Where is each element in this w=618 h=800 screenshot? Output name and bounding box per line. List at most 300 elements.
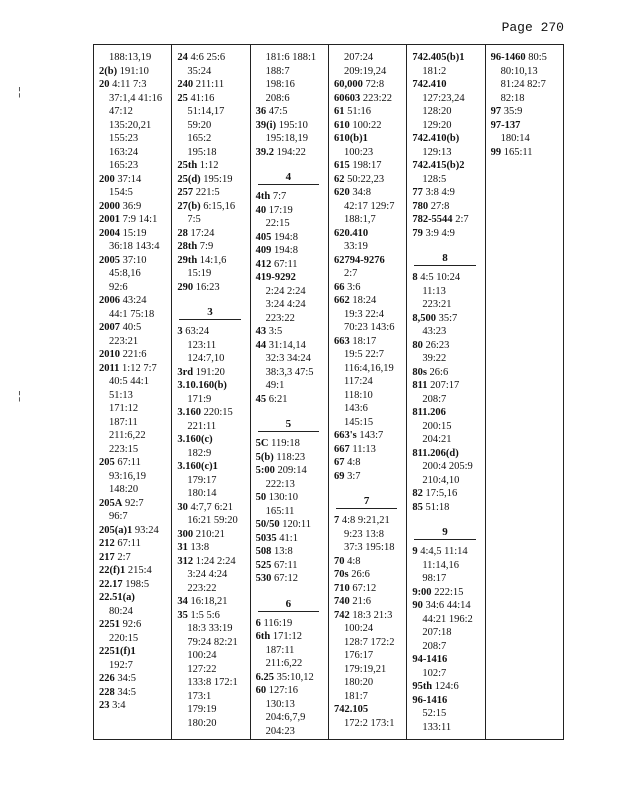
page-line-refs: 215:4	[127, 565, 152, 576]
index-term: 740	[333, 596, 350, 607]
index-term: 742.405(b)1	[412, 52, 465, 63]
index-term: 96-1460	[490, 52, 526, 63]
index-continuation	[491, 92, 560, 106]
page-line-refs: 19:3 22:4	[343, 308, 384, 320]
index-entry	[256, 437, 325, 451]
index-term: 50/50	[255, 519, 280, 530]
index-continuation	[256, 478, 325, 492]
page-line-refs: 81:24 82:7	[500, 79, 546, 90]
index-gap	[177, 294, 246, 302]
index-term: 85	[412, 501, 423, 513]
index-continuation	[99, 659, 168, 673]
page-line-refs: 2:7	[455, 214, 469, 225]
page-line-refs: 207:17	[430, 380, 460, 391]
index-term: 2251(f)1	[99, 646, 136, 657]
page-line-refs: 181:6 188:1	[265, 52, 317, 63]
index-continuation	[177, 568, 246, 582]
index-term: 662	[333, 295, 350, 306]
index-term: 20	[99, 79, 110, 90]
index-term: 43	[255, 326, 267, 337]
index-continuation	[256, 657, 325, 671]
index-term: 5C	[255, 438, 269, 449]
index-entry	[99, 200, 168, 214]
index-entry	[99, 537, 168, 551]
index-term: 79	[412, 227, 423, 239]
index-continuation	[412, 572, 481, 586]
page-line-refs: 220:15	[109, 632, 139, 644]
index-term: 25th	[177, 160, 198, 171]
index-term: 31	[177, 542, 188, 553]
page-line-refs: 154:5	[109, 187, 133, 198]
page-line-refs: 211:6,22	[265, 658, 303, 669]
index-entry	[99, 348, 168, 362]
page-line-refs: 173:1	[187, 690, 212, 702]
page-line-refs: 21:6	[352, 596, 372, 607]
page-line-refs: 34:5	[117, 673, 137, 684]
page-line-refs: 100:22	[352, 119, 382, 131]
page-line-refs: 98:17	[422, 573, 447, 584]
index-continuation	[177, 352, 246, 366]
page-line-refs: 59:20	[187, 119, 212, 131]
index-continuation	[334, 65, 403, 79]
index-entry	[99, 173, 168, 187]
index-entry	[256, 491, 325, 505]
index-entry	[491, 146, 560, 160]
index-entry	[99, 672, 168, 686]
page-line-refs: 37:14	[117, 173, 142, 185]
index-term: 300	[177, 528, 194, 540]
index-column-1	[94, 45, 172, 739]
page-line-refs: 72:8	[365, 79, 385, 90]
index-entry	[256, 630, 325, 644]
index-continuation	[177, 132, 246, 146]
index-continuation	[177, 119, 246, 133]
index-entry	[412, 501, 481, 515]
index-term: 24	[177, 52, 188, 63]
page-line-refs: 118:23	[276, 451, 306, 463]
page-line-refs: 34:5	[117, 686, 137, 698]
index-entry	[177, 609, 246, 623]
index-continuation	[491, 132, 560, 146]
page-line-refs: 187:11	[265, 644, 295, 656]
index-term: 811.206(d)	[412, 447, 459, 459]
page-line-refs: 34:6 44:14	[425, 600, 471, 611]
page-line-refs: 148:20	[109, 484, 139, 495]
page-line-refs: 67:11	[274, 559, 298, 571]
index-term: 2010	[99, 349, 120, 360]
page-line-refs: 171:12	[272, 631, 303, 642]
index-term: 5(b)	[255, 451, 274, 463]
page-line-refs: 52:15	[422, 708, 447, 719]
index-continuation	[177, 474, 246, 488]
index-term: 811	[412, 380, 428, 391]
page-line-refs: 165:11	[265, 505, 295, 517]
index-continuation	[412, 393, 481, 407]
index-continuation	[99, 510, 168, 524]
index-continuation	[256, 132, 325, 146]
page-line-refs: 223:15	[109, 443, 139, 455]
index-continuation	[99, 105, 168, 119]
page-line-refs: 188:13,19	[109, 52, 152, 63]
page-line-refs: 208:7	[422, 640, 447, 652]
index-continuation	[256, 92, 325, 106]
index-continuation	[412, 640, 481, 654]
index-continuation	[491, 78, 560, 92]
page-line-refs: 18:3 21:3	[352, 609, 393, 621]
index-term: 782-5544	[412, 214, 453, 225]
index-continuation	[256, 711, 325, 725]
index-term: 6.25	[255, 671, 275, 683]
section-heading: 7	[336, 495, 397, 509]
index-term: 6	[255, 617, 261, 629]
page-line-refs: 179:17	[187, 474, 217, 486]
index-entry	[99, 254, 168, 268]
page-line-refs: 200:15	[422, 420, 452, 432]
index-continuation	[177, 622, 246, 636]
page-line-refs: 40:5	[122, 322, 142, 333]
index-term: 419-9292	[255, 272, 296, 283]
page-line-refs: 80:5	[528, 52, 547, 63]
page-line-refs: 4:4,5 11:14	[420, 546, 468, 557]
index-entry	[256, 684, 325, 698]
page-line-refs: 80:24	[109, 605, 133, 617]
index-term: 67	[333, 457, 345, 468]
index-continuation	[99, 281, 168, 295]
section-heading: 4	[258, 171, 319, 185]
index-term: 226	[99, 673, 115, 684]
page-line-refs: 92:6	[109, 281, 128, 293]
index-term: 530	[255, 573, 272, 584]
index-entry	[334, 92, 403, 106]
index-entry	[412, 447, 481, 461]
index-term: 6th	[255, 631, 271, 642]
index-term: 228	[99, 686, 115, 698]
page-line-refs: 221:6	[122, 349, 147, 360]
page-line-refs: 195:19	[203, 173, 233, 185]
index-entry	[334, 443, 403, 457]
page-line-refs: 133:8 172:1	[187, 677, 238, 688]
page-line-refs: 188:7	[265, 65, 290, 77]
index-term: 663	[333, 335, 350, 347]
index-term: 3	[177, 326, 183, 337]
index-continuation	[99, 51, 168, 65]
index-continuation	[99, 159, 168, 173]
page-line-refs: 120:11	[282, 519, 311, 530]
index-term: 3.10.160(b)	[177, 380, 227, 391]
page-line-refs: 210:4,10	[422, 474, 460, 486]
index-continuation	[177, 636, 246, 650]
page-line-refs: 209:14	[277, 465, 307, 476]
index-continuation	[334, 321, 403, 335]
index-continuation	[412, 92, 481, 106]
index-entry	[177, 186, 246, 200]
page-line-refs: 35:7	[438, 312, 458, 324]
index-term: 8,500	[412, 312, 436, 324]
index-entry	[99, 78, 168, 92]
index-entry	[256, 617, 325, 631]
index-term: 2005	[99, 254, 120, 266]
index-term: 742.105	[333, 704, 369, 715]
index-continuation	[334, 402, 403, 416]
page-line-refs: 195:18	[187, 146, 217, 158]
page-line-refs: 33:19	[343, 241, 368, 252]
index-entry	[177, 379, 246, 393]
page-line-refs: 93:16,19	[109, 470, 147, 482]
page-line-refs: 47:12	[109, 106, 133, 117]
index-entry	[256, 393, 325, 407]
index-continuation	[99, 132, 168, 146]
index-entry	[99, 65, 168, 79]
index-continuation	[256, 285, 325, 299]
section-heading: 9	[414, 526, 475, 540]
page-line-refs: 143:6	[343, 403, 368, 414]
index-entry	[491, 51, 560, 65]
index-continuation	[256, 312, 325, 326]
index-continuation	[99, 443, 168, 457]
index-term: 290	[177, 281, 194, 293]
index-term: 94-1416	[412, 654, 448, 665]
index-continuation	[177, 420, 246, 434]
page-line-refs: 211:6,22	[109, 430, 146, 441]
page-line-refs: 3:9 4:9	[425, 227, 455, 239]
index-gap	[256, 159, 325, 167]
index-gap	[412, 514, 481, 522]
index-continuation	[256, 698, 325, 712]
page-line-refs: 1:5 5:6	[190, 609, 220, 621]
page-line-refs: 3:24 4:24	[187, 569, 228, 580]
index-entry	[256, 559, 325, 573]
index-entry	[334, 281, 403, 295]
page-line-refs: 165:11	[503, 146, 533, 158]
index-continuation	[256, 505, 325, 519]
index-continuation	[412, 707, 481, 721]
page-line-refs: 7:7	[272, 191, 287, 202]
index-continuation	[177, 487, 246, 501]
index-continuation	[412, 559, 481, 573]
index-continuation	[412, 626, 481, 640]
index-continuation	[412, 667, 481, 681]
page-line-refs: 207:18	[422, 627, 452, 638]
page-line-refs: 135:20,21	[109, 119, 152, 131]
index-continuation	[334, 213, 403, 227]
index-term: 2004	[99, 227, 120, 239]
index-term: 710	[333, 582, 350, 594]
index-term: 70s	[333, 569, 349, 580]
index-entry	[412, 312, 481, 326]
index-entry	[256, 339, 325, 353]
page-line-refs: 130:13	[265, 698, 295, 710]
page-line-refs: 6:21	[268, 393, 288, 405]
index-continuation	[177, 582, 246, 596]
page-line-refs: 187:11	[109, 416, 138, 428]
page-line-refs: 16:23	[195, 281, 220, 293]
index-entry	[177, 78, 246, 92]
index-entry	[256, 258, 325, 272]
index-entry	[256, 244, 325, 258]
index-entry	[99, 645, 168, 659]
index-entry	[412, 132, 481, 146]
page-line-refs: 38:3,3 47:5	[265, 366, 314, 378]
index-term: 667	[333, 443, 350, 455]
page-line-refs: 128:7 172:2	[343, 636, 395, 648]
page-line-refs: 31:14,14	[268, 339, 306, 351]
page-line-refs: 70:23 143:6	[343, 322, 395, 333]
page-line-refs: 194:22	[276, 146, 306, 158]
index-entry	[256, 271, 325, 285]
page-line-refs: 18:3 33:19	[187, 623, 233, 634]
index-entry	[177, 92, 246, 106]
page-line-refs: 191:20	[195, 366, 225, 378]
page-line-refs: 16:21 59:20	[187, 515, 238, 526]
page-line-refs: 93:24	[134, 524, 159, 536]
index-entry	[412, 379, 481, 393]
page-line-refs: 41:16	[190, 92, 215, 104]
index-term: 39(i)	[255, 119, 277, 131]
page-line-refs: 92:7	[124, 497, 144, 509]
page-line-refs: 223:22	[362, 92, 393, 104]
page-line-refs: 124:7,10	[187, 353, 225, 364]
index-column-2	[172, 45, 250, 739]
page-line-refs: 11:14,16	[422, 559, 459, 571]
index-continuation	[334, 663, 403, 677]
index-term: 28th	[177, 241, 198, 252]
index-term: 39.2	[255, 146, 275, 158]
index-entry	[99, 524, 168, 538]
index-continuation	[334, 362, 403, 376]
index-continuation	[334, 649, 403, 663]
index-continuation	[412, 613, 481, 627]
index-term: 610	[333, 119, 350, 131]
index-term: 742	[333, 609, 350, 621]
index-continuation	[256, 51, 325, 65]
index-continuation	[412, 146, 481, 160]
page-line-refs: 116:4,16,19	[343, 362, 394, 374]
index-entry	[99, 321, 168, 335]
index-continuation	[99, 240, 168, 254]
index-continuation	[177, 105, 246, 119]
index-term: 22.17	[99, 578, 123, 590]
page-line-refs: 4:6 25:6	[190, 52, 226, 63]
index-entry	[177, 254, 246, 268]
index-entry	[99, 699, 168, 713]
page-line-refs: 124:6	[434, 681, 459, 692]
page-line-refs: 11:13	[422, 285, 446, 297]
page-line-refs: 100:24	[187, 650, 217, 661]
page-line-refs: 2:7	[117, 551, 131, 563]
page-line-refs: 165:2	[187, 133, 212, 144]
scan-speck: ¦	[18, 390, 21, 402]
page-line-refs: 51:16	[347, 106, 372, 117]
index-term: 2(b)	[99, 65, 118, 77]
index-continuation	[334, 528, 403, 542]
page-line-refs: 4:7,7 6:21	[190, 501, 234, 513]
page-line-refs: 210:21	[195, 528, 225, 540]
index-term: 22.51(a)	[99, 592, 135, 603]
page-line-refs: 9:23 13:8	[343, 528, 384, 540]
index-term: 2001	[99, 214, 120, 225]
index-term: 742.410	[412, 79, 447, 90]
page-line-refs: 128:5	[422, 173, 447, 185]
index-term: 2006	[99, 295, 120, 306]
index-term: 28	[177, 227, 188, 239]
index-term: 780	[412, 200, 429, 212]
index-continuation	[334, 717, 403, 731]
index-entry	[412, 366, 481, 380]
page-line-refs: 50:22,23	[347, 173, 385, 185]
page-line-refs: 118:10	[343, 389, 373, 401]
index-continuation	[334, 622, 403, 636]
index-term: 620.410	[333, 227, 369, 239]
index-continuation	[256, 298, 325, 312]
index-entry	[99, 618, 168, 632]
index-continuation	[412, 119, 481, 133]
index-term: 3.160	[177, 407, 201, 418]
index-term: 66	[333, 281, 345, 293]
page-line-refs: 179:19,21	[343, 663, 387, 675]
index-term: 90	[412, 600, 423, 611]
index-entry	[256, 231, 325, 245]
page-line-refs: 11:13	[352, 443, 376, 455]
index-term: 620	[333, 187, 350, 198]
page-line-refs: 36:18 143:4	[109, 241, 160, 252]
page-line-refs: 37:3 195:18	[343, 542, 395, 553]
index-continuation	[334, 200, 403, 214]
index-entry	[412, 271, 481, 285]
index-term: 257	[177, 187, 194, 198]
index-term: 610(b)1	[333, 133, 368, 144]
page-line-refs: 35:10,12	[276, 671, 314, 683]
page-line-refs: 2:24 2:24	[265, 285, 306, 297]
page-line-refs: 204:21	[422, 434, 452, 445]
index-entry	[177, 501, 246, 515]
index-term: 97	[490, 106, 502, 117]
index-term: 62	[333, 173, 345, 185]
index-term: 70	[333, 555, 345, 567]
page-line-refs: 1:24 2:24	[195, 555, 236, 567]
page-line-refs: 41:1	[279, 532, 298, 544]
word-index-table	[93, 44, 564, 740]
index-term: 7	[333, 515, 340, 526]
page-line-refs: 18:17	[352, 335, 377, 347]
page-line-refs: 209:19,24	[343, 65, 387, 77]
page-line-refs: 123:11	[187, 339, 217, 351]
index-entry	[99, 294, 168, 308]
index-term: 742.415(b)2	[412, 160, 465, 171]
section-heading: 5	[258, 418, 319, 432]
page-line-refs: 43:24	[122, 295, 147, 306]
page-line-refs: 67:12	[352, 582, 377, 594]
index-entry	[177, 366, 246, 380]
index-entry	[412, 227, 481, 241]
index-entry	[177, 541, 246, 555]
index-entry	[256, 518, 325, 532]
index-entry	[99, 362, 168, 376]
page-line-refs: 180:14	[500, 133, 530, 144]
page-line-refs: 130:10	[268, 492, 298, 503]
index-continuation	[334, 240, 403, 254]
index-term: 615	[333, 160, 350, 171]
index-term: 2251	[99, 619, 120, 630]
page-line-refs: 4:11 7:3	[112, 79, 147, 90]
index-term: 45	[255, 393, 267, 405]
page-line-refs: 204:23	[265, 725, 295, 737]
page-line-refs: 179:19	[187, 704, 217, 715]
page-line-refs: 222:15	[434, 586, 464, 598]
index-entry	[491, 105, 560, 119]
index-entry	[334, 703, 403, 717]
page-line-refs: 223:22	[265, 312, 295, 324]
page-line-refs: 17:24	[190, 227, 215, 239]
